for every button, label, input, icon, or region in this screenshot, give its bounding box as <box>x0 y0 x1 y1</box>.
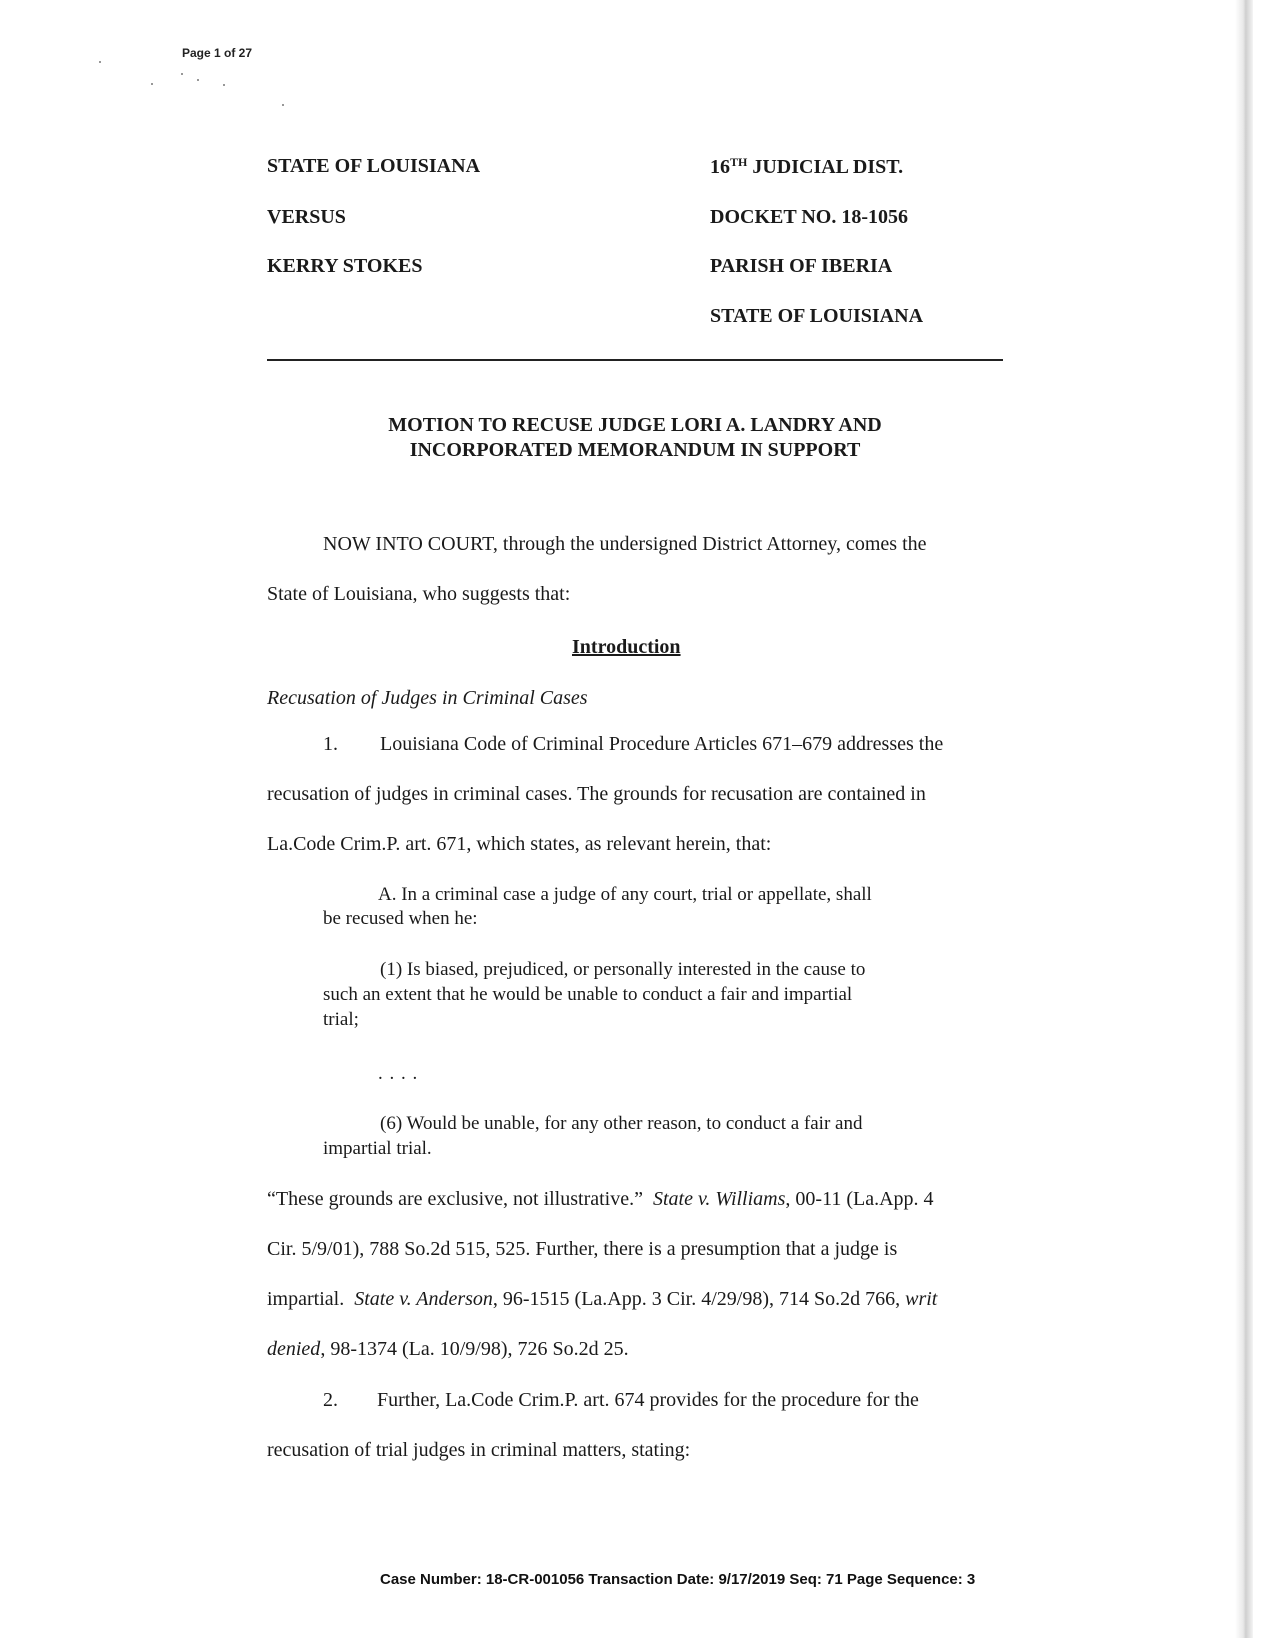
citation-text: impartial. <box>267 1288 355 1310</box>
para1-line-1: Louisiana Code of Criminal Procedure Articles 671–679 addresses the <box>380 733 944 755</box>
title-line-2: INCORPORATED MEMORANDUM IN SUPPORT <box>409 439 861 461</box>
section-heading: Introduction <box>572 636 681 658</box>
title-line-1: MOTION TO RECUSE JUDGE LORI A. LANDRY AND <box>388 414 882 436</box>
scan-speck <box>282 104 284 106</box>
para2-line-1: Further, La.Code Crim.P. art. 674 provides for the procedure for the <box>377 1389 919 1411</box>
para2-line-2: recusation of trial judges in criminal matters, stating: <box>267 1439 691 1461</box>
para2-number: 2. <box>323 1389 338 1411</box>
citation-line-1 <box>267 1188 934 1211</box>
scan-speck <box>197 79 199 81</box>
case-name: State v. Anderson <box>354 1288 493 1310</box>
citation-line-4 <box>267 1338 629 1361</box>
quote-b-line-1: (1) Is biased, prejudiced, or personally interested in the cause to <box>380 959 866 980</box>
caption-versus: VERSUS <box>267 206 346 228</box>
quote-ellipsis: . . . . <box>378 1063 419 1084</box>
caption-district <box>710 155 903 179</box>
document-title <box>267 413 1003 463</box>
page-edge-shadow <box>1235 0 1253 1638</box>
scan-speck <box>151 83 153 85</box>
intro-line-1: NOW INTO COURT, through the undersigned District Attorney, comes the <box>323 533 927 555</box>
para1-line-2: recusation of judges in criminal cases. The grounds for recusation are contained in <box>267 783 926 805</box>
quote-b-line-3: trial; <box>323 1009 359 1030</box>
caption-state: STATE OF LOUISIANA <box>267 155 481 177</box>
quote-a-line-2: be recused when he: <box>323 908 478 929</box>
intro-line-2: State of Louisiana, who suggests that: <box>267 583 571 605</box>
citation-signal: writ <box>905 1288 938 1310</box>
scan-speck <box>223 84 225 86</box>
district-number: 16 <box>710 156 730 178</box>
citation-line-3 <box>267 1288 937 1311</box>
citation-text: , 98-1374 (La. 10/9/98), 726 So.2d 25. <box>320 1338 629 1360</box>
case-stamp-footer: Case Number: 18-CR-001056 Transaction Date: 9/17/2019 Seq: 71 Page Sequence: 3 <box>380 1571 976 1588</box>
quote-a-line-1: A. In a criminal case a judge of any court, trial or appellate, shall <box>378 884 872 905</box>
quote-c-line-1: (6) Would be unable, for any other reason, to conduct a fair and <box>380 1113 863 1134</box>
quote-c-line-2: impartial trial. <box>323 1138 432 1159</box>
para1-line-3: La.Code Crim.P. art. 671, which states, as relevant herein, that: <box>267 833 772 855</box>
page-indicator: Page 1 of 27 <box>182 46 253 60</box>
citation-signal: denied <box>267 1338 321 1360</box>
caption-parish: PARISH OF IBERIA <box>710 255 893 277</box>
citation-text: , 00-11 (La.App. 4 <box>785 1188 934 1210</box>
caption-state-right: STATE OF LOUISIANA <box>710 305 924 327</box>
quote-b-line-2: such an extent that he would be unable to conduct a fair and impartial <box>323 984 853 1005</box>
district-ordinal: TH <box>730 155 748 169</box>
case-name: State v. Williams <box>653 1188 786 1210</box>
caption-docket: DOCKET NO. 18-1056 <box>710 206 908 228</box>
citation-text: , 96-1515 (La.App. 3 Cir. 4/29/98), 714 So.2d 766, <box>492 1288 906 1310</box>
district-text: JUDICIAL DIST. <box>747 156 904 178</box>
caption-rule <box>267 359 1003 361</box>
citation-line-2: Cir. 5/9/01), 788 So.2d 515, 525. Further, there is a presumption that a judge is <box>267 1238 898 1260</box>
scan-speck <box>99 61 101 63</box>
para1-number: 1. <box>323 733 338 755</box>
subheading: Recusation of Judges in Criminal Cases <box>267 687 588 709</box>
scan-speck <box>181 73 183 75</box>
caption-defendant: KERRY STOKES <box>267 255 423 277</box>
citation-text: “These grounds are exclusive, not illustrative.” <box>267 1188 653 1210</box>
